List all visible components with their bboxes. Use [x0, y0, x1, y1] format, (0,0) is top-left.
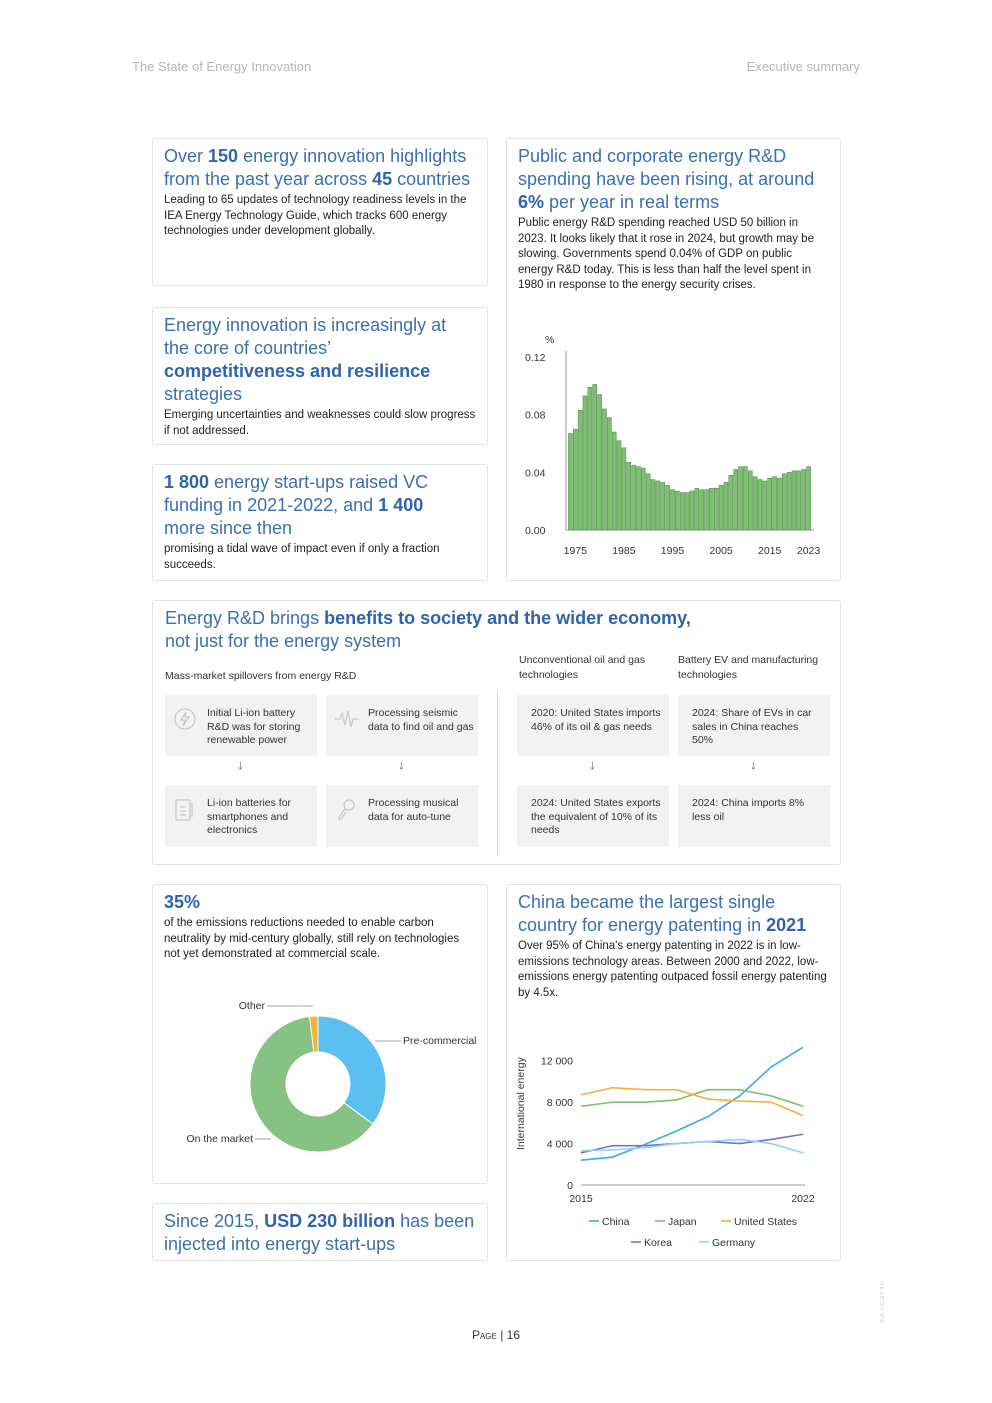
bar	[734, 469, 738, 530]
bar	[729, 475, 733, 530]
y-tick-label: 0.08	[525, 409, 546, 422]
bar	[695, 488, 699, 530]
x-tick-label: 2015	[758, 545, 782, 557]
bar	[700, 490, 704, 530]
y-tick-label: 8 000	[546, 1097, 573, 1110]
bar	[714, 488, 718, 530]
card-body: promising a tidal wave of impact even if only a fraction succeeds.	[164, 543, 440, 571]
card-startup-investment	[152, 1203, 488, 1261]
bar	[797, 471, 801, 530]
patenting-line-chart	[511, 1030, 841, 1260]
bar	[792, 471, 796, 530]
bar	[666, 485, 670, 530]
box-liion-smartphones: Li-ion batteries for smartphones and electronics	[165, 785, 317, 847]
bar	[709, 488, 713, 530]
y-tick-label: 12 000	[540, 1055, 573, 1068]
label-mass-market: Mass-market spillovers from energy R&D	[165, 670, 357, 682]
bar	[807, 467, 811, 530]
card-heading: 1 800 energy start-ups raised VC funding in 2021-2022, and 1 400 more since then	[164, 472, 429, 538]
card-heading: Public and corporate energy R&D spending have been rising, at around 6% per year in real terms	[518, 146, 815, 212]
bar	[622, 448, 626, 530]
box-us-exports: 2024: United States exports the equivalent of 10% of its needs	[517, 785, 669, 847]
lightning-icon	[173, 707, 197, 736]
x-tick-label: 2022	[791, 1193, 815, 1205]
bar	[573, 429, 577, 530]
bar	[719, 485, 723, 530]
card-china-patenting	[506, 884, 841, 1261]
bar	[748, 471, 752, 530]
x-tick-label: 2023	[796, 545, 821, 557]
bar	[656, 481, 660, 530]
bar	[641, 468, 645, 530]
box-seismic-data: Processing seismic data to find oil and gas	[326, 695, 478, 756]
x-tick-label: 1995	[660, 545, 685, 557]
rd-spending-bar-chart	[513, 331, 833, 571]
bar	[636, 467, 640, 530]
legend-label: Japan	[668, 1216, 697, 1228]
bar	[661, 482, 665, 530]
legend-label: Germany	[712, 1237, 756, 1249]
bar	[743, 467, 747, 530]
bar	[680, 493, 684, 530]
label-battery-ev: Battery EV and manufacturing technologies	[678, 654, 819, 681]
bar	[758, 480, 762, 530]
header-section: Executive summary	[746, 59, 860, 74]
card-heading: Since 2015, USD 230 billion has been injected into energy start-ups	[164, 1211, 475, 1254]
card-body: Public energy R&D spending reached USD 50 billion in 2023. It looks likely that it rose in 2024, but growth may be slowing. Governments spend 0.04% of GDP on public energy R&D today. This is less than half the level spent in 1980 in response to the energy security crises.	[518, 217, 814, 291]
page-number: Page | 16	[471, 1328, 521, 1342]
bar	[739, 467, 743, 530]
y-tick-label: 0.00	[525, 525, 546, 537]
divider	[497, 691, 498, 856]
y-tick-label: 0.04	[525, 467, 546, 480]
bar	[578, 410, 582, 530]
bar	[607, 418, 611, 530]
box-ev-share-china: 2024: Share of EVs in car sales in China reaches 50%	[678, 695, 830, 756]
bar	[646, 474, 650, 530]
bar	[627, 462, 631, 530]
card-rd-spending	[506, 138, 841, 581]
y-tick-label: 0.12	[525, 352, 546, 364]
y-unit-label: %	[545, 334, 555, 346]
card-benefits-society	[152, 600, 841, 865]
bar	[768, 478, 772, 530]
legend-label: Korea	[644, 1237, 673, 1249]
bar	[612, 432, 616, 530]
slice-label: On the market	[186, 1133, 253, 1145]
bar	[651, 480, 655, 530]
battery-icon	[173, 797, 197, 828]
bar	[593, 384, 597, 530]
card-heading: 35%	[164, 892, 201, 912]
x-tick-label: 1975	[563, 545, 587, 557]
bar	[787, 472, 791, 530]
bar	[763, 481, 767, 530]
bar	[704, 490, 708, 530]
bar	[724, 482, 728, 530]
box-autotune: Processing musical data for auto-tune	[326, 785, 478, 847]
series-line	[581, 1090, 803, 1107]
bar	[632, 465, 636, 530]
technology-maturity-donut-chart	[153, 1000, 483, 1170]
label-unconventional-oil: Unconventional oil and gas technologies	[519, 654, 646, 681]
y-axis-label: International energy	[515, 1057, 527, 1150]
slice-label: Pre-commercial	[403, 1035, 477, 1047]
slice-label: Other	[238, 1000, 265, 1012]
waveform-icon	[334, 707, 360, 736]
pie-slice	[318, 1016, 386, 1124]
card-startups-vc	[152, 464, 488, 581]
box-china-oil: 2024: China imports 8% less oil	[678, 785, 830, 847]
arrow-down-icon: ↓	[750, 757, 757, 772]
box-us-imports: 2020: United States imports 46% of its oil & gas needs	[517, 695, 669, 756]
bar	[685, 493, 689, 530]
card-heading: Energy R&D brings benefits to society and the wider economy, not just for the energy system	[165, 608, 691, 651]
bar	[588, 387, 592, 530]
card-emissions-reductions	[152, 884, 488, 1184]
legend-label: United States	[734, 1216, 798, 1228]
header-title: The State of Energy Innovation	[132, 59, 312, 74]
license-note: IEA. CC BY 4.0.	[880, 1280, 886, 1323]
legend-label: China	[602, 1216, 630, 1228]
box-liion-storage: Initial Li-ion battery R&D was for storing renewable power	[165, 695, 317, 756]
bar	[583, 396, 587, 530]
card-innovation-highlights	[152, 138, 488, 286]
arrow-down-icon: ↓	[237, 757, 244, 772]
bar	[802, 469, 806, 530]
bar	[690, 491, 694, 530]
x-tick-label: 2005	[709, 545, 733, 557]
card-heading: Energy innovation is increasingly at the core of countries’ competitiveness and resilience strategies	[164, 315, 447, 404]
bar	[602, 409, 606, 530]
bar	[753, 477, 757, 530]
card-body: of the emissions reductions needed to enable carbon neutrality by mid-century globally, still rely on technologies not yet demonstrated at commercial scale.	[164, 917, 460, 960]
bar	[773, 477, 777, 530]
card-competitiveness	[152, 307, 488, 445]
arrow-down-icon: ↓	[398, 757, 405, 772]
bar	[598, 394, 602, 530]
y-tick-label: 4 000	[546, 1138, 573, 1151]
bar	[777, 478, 781, 530]
bar	[670, 490, 674, 530]
bar	[782, 474, 786, 530]
microphone-icon	[334, 797, 358, 828]
x-tick-label: 2015	[569, 1193, 593, 1205]
card-body: Emerging uncertainties and weaknesses could slow progress if not addressed.	[164, 409, 476, 437]
arrow-down-icon: ↓	[589, 757, 596, 772]
bar	[675, 491, 679, 530]
bar	[568, 433, 572, 530]
card-heading: Over 150 energy innovation highlights from the past year across 45 countries	[164, 146, 471, 189]
bar	[617, 441, 621, 530]
card-body: Leading to 65 updates of technology readiness levels in the IEA Energy Technology Guide, which tracks 600 energy technologies under development globally.	[164, 194, 467, 237]
y-tick-label: 0	[567, 1180, 573, 1192]
x-tick-label: 1985	[612, 545, 636, 557]
card-heading: China became the largest single country for energy patenting in 2021	[518, 892, 807, 935]
card-body: Over 95% of China's energy patenting in 2022 is in low-emissions technology areas. Between 2000 and 2022, low-emissions energy patenting outpaced fossil energy patenting by 4.5x.	[518, 940, 827, 999]
